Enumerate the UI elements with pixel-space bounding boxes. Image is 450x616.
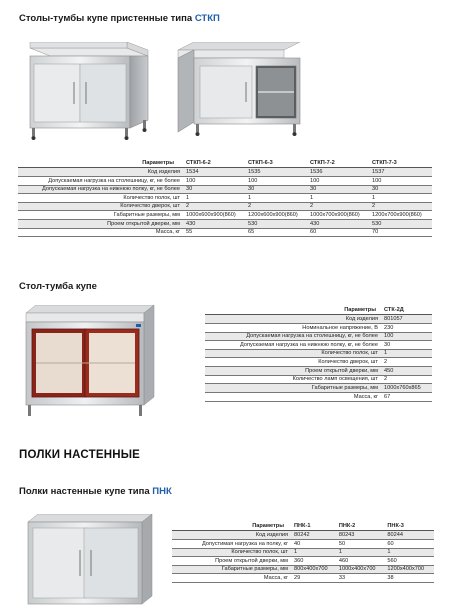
row-value: 70 <box>370 228 432 237</box>
table-row <box>18 168 432 177</box>
row-value: 80243 <box>337 531 386 540</box>
table-row <box>205 349 432 358</box>
table-header-cell: СТКП-7-3 <box>370 159 432 168</box>
spec-table-pnk <box>172 522 434 583</box>
table-row <box>18 177 432 186</box>
row-value: 1 <box>308 194 370 203</box>
row-label: Масса, кг <box>18 228 184 237</box>
table-header-cell: Параметры <box>205 306 382 315</box>
row-value: 560 <box>385 557 434 566</box>
row-label: Габаритные размеры, мм <box>205 384 382 393</box>
product-image-stkp-closed <box>22 42 157 142</box>
spec-table-stk2d <box>205 306 432 402</box>
section2-title-text: Стол-тумба купе <box>19 281 97 292</box>
row-label: Допускаемая нагрузка на нижнюю полку, кг, не более <box>205 341 382 350</box>
row-label: Масса, кг <box>205 392 382 401</box>
row-value: 1 <box>184 194 246 203</box>
table-header-cell: Параметры <box>172 522 292 531</box>
table-row <box>172 531 434 540</box>
row-value: 40 <box>292 540 337 549</box>
row-value: 800х400х700 <box>292 565 337 574</box>
row-value: 67 <box>382 392 432 401</box>
table-row <box>18 220 432 229</box>
table-header-cell: ПНК-1 <box>292 522 337 531</box>
table-row <box>205 358 432 367</box>
table-row <box>205 367 432 376</box>
row-value: 801057 <box>382 315 432 324</box>
table-row <box>172 540 434 549</box>
row-value: 1 <box>337 548 386 557</box>
row-value: 530 <box>370 220 432 229</box>
row-label: Масса, кг <box>172 574 292 583</box>
row-label: Габаритные размеры, мм <box>172 565 292 574</box>
section3-title <box>19 486 172 497</box>
section3-title-code: ПНК <box>152 486 172 497</box>
table-row <box>18 194 432 203</box>
row-value: 60 <box>308 228 370 237</box>
row-value: 29 <box>292 574 337 583</box>
row-value: 100 <box>308 177 370 186</box>
table-header-cell: Параметры <box>18 159 184 168</box>
table-header-cell: ПНК-2 <box>337 522 386 531</box>
row-value: 80242 <box>292 531 337 540</box>
row-value: 1535 <box>246 168 308 177</box>
row-value: 50 <box>337 540 386 549</box>
row-value: 1 <box>385 548 434 557</box>
row-value: 430 <box>184 220 246 229</box>
table-header-row <box>172 522 434 531</box>
row-label: Габаритные размеры, мм <box>18 211 184 220</box>
row-label: Код изделия <box>18 168 184 177</box>
table-row <box>172 548 434 557</box>
row-value: 1200х700х900(860) <box>370 211 432 220</box>
table-header-cell: СТКП-6-2 <box>184 159 246 168</box>
table-row <box>205 341 432 350</box>
row-label: Номинальное напряжение, В <box>205 324 382 333</box>
spec-table-stkp <box>18 159 432 237</box>
row-value: 100 <box>370 177 432 186</box>
row-value: 30 <box>382 341 432 350</box>
row-value: 1536 <box>308 168 370 177</box>
table-row <box>18 202 432 211</box>
row-value: 1534 <box>184 168 246 177</box>
row-value: 1200х400х700 <box>385 565 434 574</box>
row-label: Количество дверок, шт <box>205 358 382 367</box>
row-label: Количество дверок, шт <box>18 202 184 211</box>
row-value: 2 <box>382 375 432 384</box>
row-value: 360 <box>292 557 337 566</box>
product-image-stk2d <box>22 305 157 420</box>
row-value: 1200х600х900(860) <box>246 211 308 220</box>
row-value: 30 <box>308 185 370 194</box>
row-value: 460 <box>337 557 386 566</box>
row-value: 1 <box>370 194 432 203</box>
row-value: 55 <box>184 228 246 237</box>
row-label: Код изделия <box>205 315 382 324</box>
row-value: 65 <box>246 228 308 237</box>
row-value: 230 <box>382 324 432 333</box>
row-label: Количество полок, шт <box>18 194 184 203</box>
row-label: Допускаемая нагрузка на нижнюю полку, кг, не более <box>18 185 184 194</box>
table-header-row <box>18 159 432 168</box>
table-header-cell: СТКП-6-3 <box>246 159 308 168</box>
row-value: 450 <box>382 367 432 376</box>
table-header-cell: СТКП-7-2 <box>308 159 370 168</box>
row-value: 1000х600х900(860) <box>184 211 246 220</box>
row-value: 30 <box>246 185 308 194</box>
row-label: Количество полок, шт <box>205 349 382 358</box>
row-value: 1537 <box>370 168 432 177</box>
section3-heading: ПОЛКИ НАСТЕННЫЕ <box>19 449 141 461</box>
section2-title <box>19 281 97 292</box>
table-row <box>172 574 434 583</box>
row-value: 100 <box>246 177 308 186</box>
table-row <box>18 185 432 194</box>
product-image-stkp-open <box>172 42 307 142</box>
table-row <box>205 392 432 401</box>
section1-title <box>19 13 220 24</box>
section1-title-code: СТКП <box>194 13 220 24</box>
table-row <box>205 384 432 393</box>
table-row <box>205 375 432 384</box>
row-value: 1000х760х865 <box>382 384 432 393</box>
table-row <box>18 211 432 220</box>
table-header-cell: ПНК-3 <box>385 522 434 531</box>
row-value: 2 <box>370 202 432 211</box>
row-label: Допускаемая нагрузка на столешницу, кг, не более <box>205 332 382 341</box>
row-value: 530 <box>246 220 308 229</box>
row-value: 1 <box>382 349 432 358</box>
product-image-pnk <box>24 514 154 606</box>
row-label: Проем открытой дверки, мм <box>205 367 382 376</box>
row-value: 2 <box>246 202 308 211</box>
row-label: Количество полок, шт <box>172 548 292 557</box>
table-row <box>18 228 432 237</box>
row-value: 100 <box>382 332 432 341</box>
row-label: Код изделия <box>172 531 292 540</box>
row-value: 2 <box>382 358 432 367</box>
table-row <box>205 315 432 324</box>
row-value: 2 <box>184 202 246 211</box>
row-label: Допустимая нагрузка на полку, кг <box>172 540 292 549</box>
row-value: 1000х700х900(860) <box>308 211 370 220</box>
table-header-row <box>205 306 432 315</box>
row-value: 33 <box>337 574 386 583</box>
row-value: 38 <box>385 574 434 583</box>
table-header-cell: СТК-2Д <box>382 306 432 315</box>
row-value: 30 <box>370 185 432 194</box>
row-value: 1 <box>246 194 308 203</box>
row-label: Количество ламп освещения, шт <box>205 375 382 384</box>
table-row <box>205 324 432 333</box>
row-label: Проем открытой дверки, мм <box>172 557 292 566</box>
row-label: Допускаемая нагрузка на столешницу, кг, не более <box>18 177 184 186</box>
row-value: 1000х400х700 <box>337 565 386 574</box>
row-value: 80244 <box>385 531 434 540</box>
table-row <box>172 557 434 566</box>
row-label: Проем открытой дверки, мм <box>18 220 184 229</box>
row-value: 60 <box>385 540 434 549</box>
section1-title-text: Столы-тумбы купе пристенные типа <box>19 13 193 24</box>
row-value: 1 <box>292 548 337 557</box>
section3-title-text: Полки настенные купе типа <box>19 486 150 497</box>
row-value: 2 <box>308 202 370 211</box>
table-row <box>205 332 432 341</box>
row-value: 100 <box>184 177 246 186</box>
table-row <box>172 565 434 574</box>
row-value: 30 <box>184 185 246 194</box>
row-value: 430 <box>308 220 370 229</box>
